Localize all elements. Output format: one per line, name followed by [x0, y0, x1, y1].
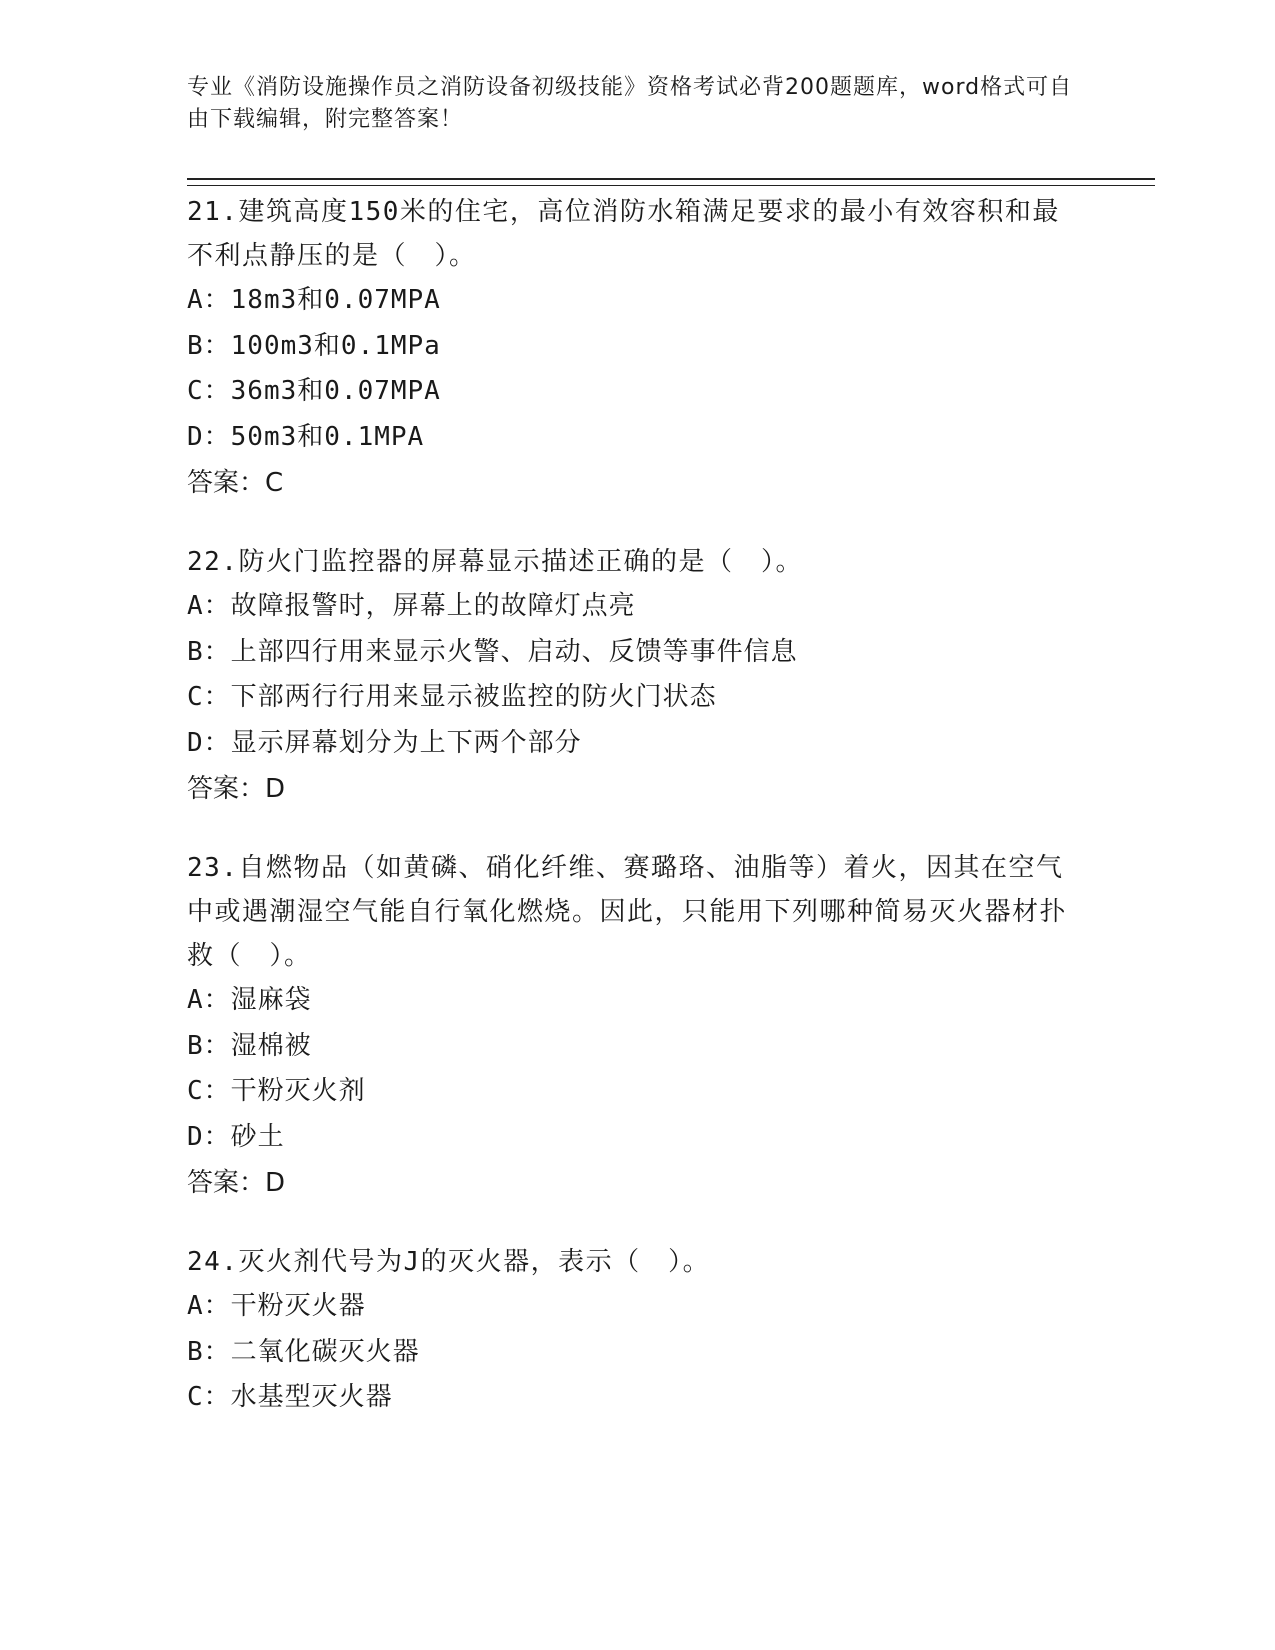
option-b: B：上部四行用来显示火警、启动、反馈等事件信息	[187, 636, 798, 667]
question-21	[187, 188, 1087, 506]
option-c: C：下部两行行用来显示被监控的防火门状态	[187, 682, 717, 712]
option-c: C：干粉灭火剂	[187, 1076, 366, 1106]
option-a: A：故障报警时，屏幕上的故障灯点亮	[187, 591, 636, 621]
option-d: D：50m3和0.1MPA	[187, 421, 425, 452]
question-text: 22.防火门监控器的屏幕显示描述正确的是（ ）。	[187, 547, 803, 577]
question-text: 23.自燃物品（如黄磷、硝化纤维、赛璐珞、油脂等）着火，因其在空气中或遇潮湿空气能自行氧化燃烧。因此，只能用下列哪种简易灭火器材扑救（ ）。	[187, 853, 1068, 971]
option-d: D：显示屏幕划分为上下两个部分	[187, 727, 582, 758]
option-a: A：18m3和0.07MPA	[187, 285, 441, 315]
option-d: D：砂土	[187, 1121, 285, 1152]
option-c: C：36m3和0.07MPA	[187, 376, 441, 406]
option-a: A：干粉灭火器	[187, 1291, 366, 1321]
question-24	[187, 1238, 1087, 1421]
answer: 答案：D	[187, 1168, 286, 1198]
question-23	[187, 844, 1087, 1206]
answer: 答案：C	[187, 468, 284, 498]
option-b: B：100m3和0.1MPa	[187, 330, 441, 361]
option-b: B：湿棉被	[187, 1030, 312, 1061]
question-text: 21.建筑高度150米的住宅，高位消防水箱满足要求的最小有效容积和最不利点静压的是（ ）。	[187, 197, 1060, 271]
question-22	[187, 538, 1087, 812]
option-c: C：水基型灭火器	[187, 1382, 393, 1412]
option-b: B：二氧化碳灭火器	[187, 1336, 420, 1367]
header-divider	[187, 178, 1155, 186]
question-text: 24.灭火剂代号为J的灭火器，表示（ ）。	[187, 1247, 711, 1277]
document-header: 专业《消防设施操作员之消防设备初级技能》资格考试必背200题题库，word格式可自由下载编辑，附完整答案！	[187, 75, 1073, 132]
question-list	[187, 188, 1087, 1453]
option-a: A：湿麻袋	[187, 985, 312, 1015]
answer: 答案：D	[187, 774, 286, 804]
